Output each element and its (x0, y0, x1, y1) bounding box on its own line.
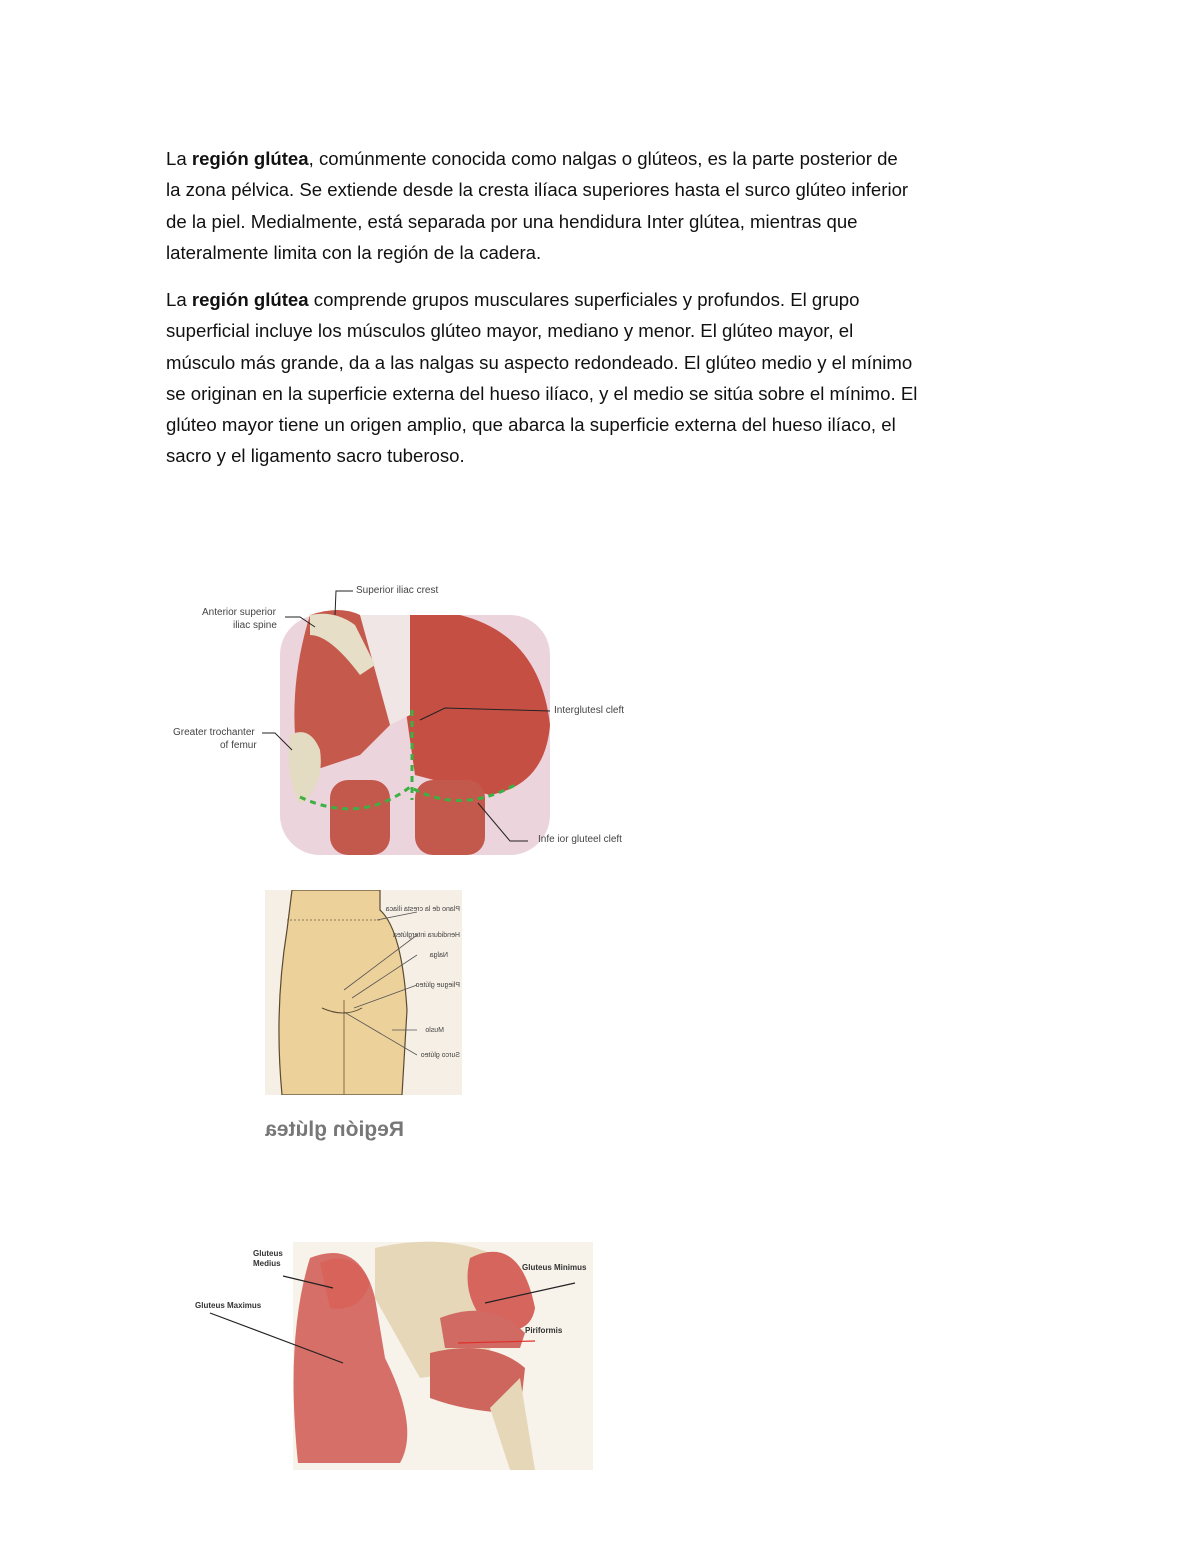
text-line: lateralmente limita con la región de la cadera. (166, 241, 542, 263)
label-superior-iliac-crest: Superior iliac crest (356, 585, 439, 596)
label-gluteus-minimus: Gluteus Minimus (522, 1263, 587, 1272)
label: Plano de la cresta ilíaca (385, 906, 460, 913)
label-gluteus-medius-2: Medius (253, 1259, 281, 1268)
label-gluteus-maximus: Gluteus Maximus (195, 1301, 262, 1310)
bold-term: región glútea (191, 289, 309, 310)
figure-caption: Región glútea (265, 1118, 404, 1141)
text: La (166, 148, 192, 169)
label-piriformis: Piriformis (525, 1326, 563, 1335)
paragraph-2 (166, 284, 917, 472)
figure-surface-anatomy (262, 890, 462, 1150)
label: Muslo (425, 1027, 444, 1034)
label-greater-trochanter: Greater trochanter (173, 727, 255, 738)
text-line (166, 284, 917, 315)
text-line: superficial incluye los músculos glúteo mayor, mediano y menor. El glúteo mayor, el (166, 320, 854, 342)
text-line: músculo más grande, da a las nalgas su aspecto redondeado. El glúteo medio y el mínimo (166, 351, 913, 373)
figure-gluteal-layers (190, 1238, 600, 1470)
text-line: glúteo mayor tiene un origen amplio, que abarca la superficie externa del hueso ilíaco, el (166, 414, 896, 436)
text-line (166, 143, 908, 174)
text-line: se originan en la superficie externa del hueso ilíaco, y el medio se sitúa sobre el mínimo. El (166, 382, 918, 404)
text-line: de la piel. Medialmente, está separada por una hendidura Inter glútea, mientras que (166, 210, 858, 232)
label: Pliegue glúteo (415, 982, 460, 989)
label: Nalga (429, 952, 448, 959)
label-greater-trochanter-2: of femur (220, 740, 257, 751)
text: , comúnmente conocida como nalgas o glúteos, es la parte posterior de (308, 148, 898, 169)
text: comprende grupos musculares superficiales y profundos. El grupo (308, 289, 860, 310)
paragraph-1 (166, 143, 908, 268)
bold-term: región glútea (191, 148, 309, 169)
label-inferior-gluteal-cleft: Infe ior gluteel cleft (538, 834, 622, 845)
text: La (166, 289, 192, 310)
label-asis-2: iliac spine (233, 620, 277, 631)
text-line: la zona pélvica. Se extiende desde la cresta ilíaca superiores hasta el surco glúteo inferior (166, 179, 909, 201)
label: Surco glúteo (420, 1052, 460, 1059)
label: Hendidura interglútea (393, 932, 460, 939)
label-asis: Anterior superior (202, 607, 276, 618)
surface-anatomy-illustration (262, 890, 462, 1095)
text-line: sacro y el ligamento sacro tuberoso. (166, 445, 465, 467)
label-intergluteal-cleft: Interglutesl cleft (554, 705, 625, 716)
label-gluteus-medius: Gluteus (253, 1249, 283, 1258)
figure-gluteal-muscles (160, 575, 640, 860)
